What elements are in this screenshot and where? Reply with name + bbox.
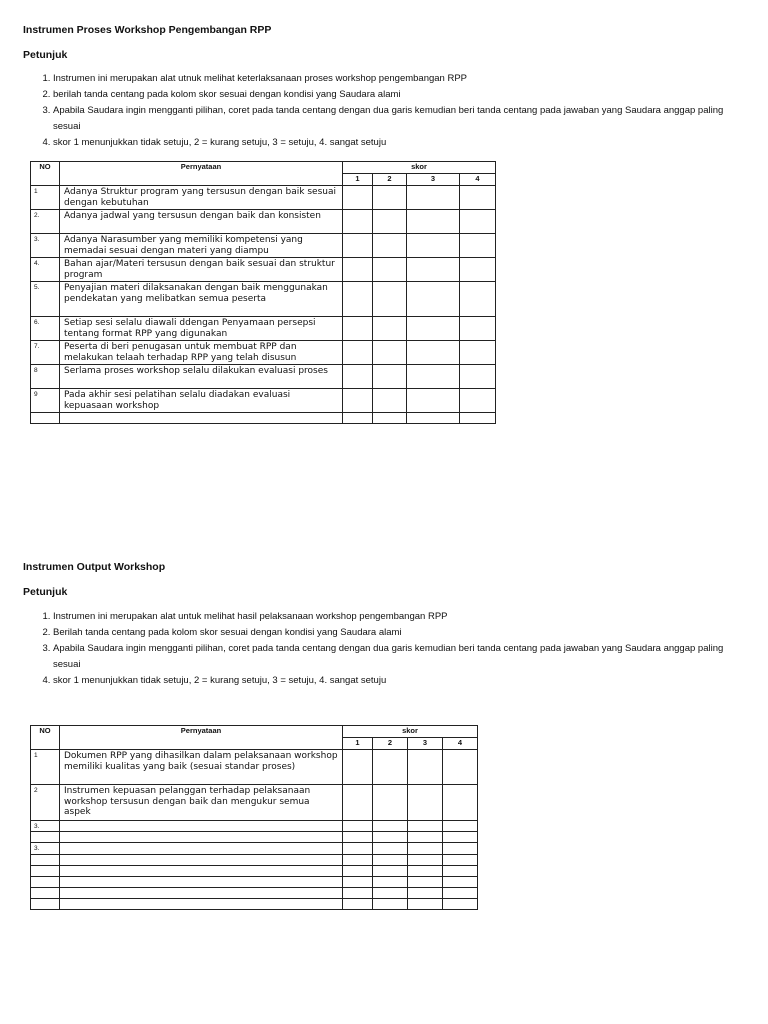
row-number: 1 bbox=[31, 186, 60, 210]
score-cell-4[interactable] bbox=[460, 317, 496, 341]
score-cell-1[interactable] bbox=[343, 413, 373, 424]
score-cell-4[interactable] bbox=[443, 855, 478, 866]
score-cell-2[interactable] bbox=[373, 888, 408, 899]
table-row bbox=[31, 186, 496, 210]
score-col-header: 2 bbox=[373, 738, 408, 750]
instruction-item: 4. skor 1 menunjukkan tidak setuju, 2 = kurang setuju, 3 = setuju, 4. sangat setuju bbox=[53, 673, 753, 689]
header-statement: Pernyataan bbox=[60, 726, 343, 750]
statement-cell bbox=[60, 413, 343, 424]
table-row bbox=[31, 210, 496, 234]
row-number bbox=[31, 855, 60, 866]
score-cell-4[interactable] bbox=[443, 843, 478, 855]
score-cell-3[interactable] bbox=[407, 389, 460, 413]
score-cell-4[interactable] bbox=[460, 365, 496, 389]
score-cell-1[interactable] bbox=[343, 389, 373, 413]
score-cell-1[interactable] bbox=[343, 750, 373, 785]
score-cell-3[interactable] bbox=[407, 317, 460, 341]
score-cell-3[interactable] bbox=[407, 210, 460, 234]
score-cell-4[interactable] bbox=[443, 750, 478, 785]
score-cell-4[interactable] bbox=[460, 413, 496, 424]
row-number: 8 bbox=[31, 365, 60, 389]
score-col-header: 3 bbox=[407, 174, 460, 186]
score-cell-3[interactable] bbox=[407, 258, 460, 282]
table-row bbox=[31, 866, 478, 877]
score-cell-4[interactable] bbox=[443, 866, 478, 877]
table-row bbox=[31, 413, 496, 424]
score-cell-1[interactable] bbox=[343, 341, 373, 365]
score-cell-1[interactable] bbox=[343, 832, 373, 843]
score-cell-2[interactable] bbox=[373, 341, 407, 365]
row-number: 2. bbox=[31, 210, 60, 234]
row-number: 3. bbox=[31, 843, 60, 855]
row-number: 3. bbox=[31, 234, 60, 258]
statement-cell: Adanya Narasumber yang memiliki kompetensi yang memadai sesuai dengan materi yang diampu bbox=[60, 234, 343, 258]
score-cell-1[interactable] bbox=[343, 899, 373, 910]
row-number bbox=[31, 413, 60, 424]
score-cell-3[interactable] bbox=[408, 843, 443, 855]
table-row bbox=[31, 832, 478, 843]
score-cell-3[interactable] bbox=[408, 877, 443, 888]
statement-cell bbox=[60, 843, 343, 855]
score-cell-3[interactable] bbox=[407, 413, 460, 424]
table-row bbox=[31, 389, 496, 413]
score-cell-1[interactable] bbox=[343, 282, 373, 317]
header-statement: Pernyataan bbox=[60, 162, 343, 186]
statement-cell bbox=[60, 821, 343, 832]
score-cell-1[interactable] bbox=[343, 877, 373, 888]
score-cell-3[interactable] bbox=[408, 888, 443, 899]
score-cell-3[interactable] bbox=[408, 750, 443, 785]
score-cell-2[interactable] bbox=[373, 750, 408, 785]
score-cell-1[interactable] bbox=[343, 866, 373, 877]
statement-cell: Pada akhir sesi pelatihan selalu diadakan evaluasi kepuasaan workshop bbox=[60, 389, 343, 413]
score-cell-2[interactable] bbox=[373, 365, 407, 389]
section-title: Instrumen Output Workshop bbox=[23, 561, 166, 573]
score-cell-4[interactable] bbox=[460, 258, 496, 282]
score-cell-4[interactable] bbox=[443, 877, 478, 888]
score-col-header: 4 bbox=[443, 738, 478, 750]
score-cell-2[interactable] bbox=[373, 866, 408, 877]
table-row bbox=[31, 821, 478, 832]
statement-cell bbox=[60, 888, 343, 899]
statement-cell: Serlama proses workshop selalu dilakukan evaluasi proses bbox=[60, 365, 343, 389]
header-score: skor bbox=[343, 726, 478, 738]
row-number: 9 bbox=[31, 389, 60, 413]
statement-cell bbox=[60, 877, 343, 888]
row-number bbox=[31, 899, 60, 910]
score-cell-3[interactable] bbox=[407, 341, 460, 365]
score-cell-2[interactable] bbox=[373, 258, 407, 282]
score-cell-1[interactable] bbox=[343, 234, 373, 258]
score-cell-1[interactable] bbox=[343, 855, 373, 866]
score-cell-4[interactable] bbox=[443, 832, 478, 843]
table-row bbox=[31, 282, 496, 317]
score-cell-3[interactable] bbox=[408, 785, 443, 821]
table-row bbox=[31, 317, 496, 341]
table-row bbox=[31, 341, 496, 365]
row-number: 7. bbox=[31, 341, 60, 365]
score-cell-3[interactable] bbox=[407, 365, 460, 389]
table-row bbox=[31, 877, 478, 888]
score-cell-4[interactable] bbox=[460, 234, 496, 258]
row-number bbox=[31, 877, 60, 888]
statement-cell: Bahan ajar/Materi tersusun dengan baik sesuai dan struktur program bbox=[60, 258, 343, 282]
row-number: 2 bbox=[31, 785, 60, 821]
section-title: Instrumen Proses Workshop Pengembangan RPP bbox=[23, 24, 272, 36]
instruction-item: 2. Berilah tanda centang pada kolom skor sesuai dengan kondisi yang Saudara alami bbox=[53, 625, 753, 641]
score-cell-4[interactable] bbox=[460, 186, 496, 210]
score-cell-2[interactable] bbox=[373, 186, 407, 210]
table-row bbox=[31, 855, 478, 866]
table-row bbox=[31, 899, 478, 910]
process-score-table bbox=[30, 161, 496, 424]
score-cell-4[interactable] bbox=[460, 210, 496, 234]
score-cell-3[interactable] bbox=[407, 282, 460, 317]
statement-cell: Instrumen kepuasan pelanggan terhadap pelaksanaan workshop tersusun dengan baik dan mengukur semua aspek bbox=[60, 785, 343, 821]
statement-cell: Dokumen RPP yang dihasilkan dalam pelaksanaan workshop memiliki kualitas yang baik (sesuai standar proses) bbox=[60, 750, 343, 785]
statement-cell: Penyajian materi dilaksanakan dengan baik menggunakan pendekatan yang melibatkan semua peserta bbox=[60, 282, 343, 317]
score-col-header: 4 bbox=[460, 174, 496, 186]
score-cell-2[interactable] bbox=[373, 832, 408, 843]
table-row bbox=[31, 365, 496, 389]
score-col-header: 1 bbox=[343, 174, 373, 186]
statement-cell: Adanya Struktur program yang tersusun dengan baik sesuai dengan kebutuhan bbox=[60, 186, 343, 210]
instruction-item: 3. Apabila Saudara ingin mengganti pilihan, coret pada tanda centang dengan dua garis kemudian beri tanda centang pada jawaban yang Saudara anggap paling sesuai bbox=[53, 103, 753, 135]
score-col-header: 3 bbox=[408, 738, 443, 750]
instruction-item: 1. Instrumen ini merupakan alat utnuk melihat keterlaksanaan proses workshop pengembangan RPP bbox=[53, 71, 753, 87]
statement-cell bbox=[60, 855, 343, 866]
score-cell-2[interactable] bbox=[373, 843, 408, 855]
score-cell-2[interactable] bbox=[373, 855, 408, 866]
row-number: 3. bbox=[31, 821, 60, 832]
score-cell-1[interactable] bbox=[343, 843, 373, 855]
instruction-list bbox=[36, 609, 753, 689]
instructions-heading: Petunjuk bbox=[23, 49, 68, 61]
row-number bbox=[31, 888, 60, 899]
score-cell-3[interactable] bbox=[408, 866, 443, 877]
score-cell-2[interactable] bbox=[373, 413, 407, 424]
row-number: 4. bbox=[31, 258, 60, 282]
score-cell-4[interactable] bbox=[443, 785, 478, 821]
score-cell-2[interactable] bbox=[373, 785, 408, 821]
table-row bbox=[31, 785, 478, 821]
score-cell-2[interactable] bbox=[373, 899, 408, 910]
score-cell-4[interactable] bbox=[443, 888, 478, 899]
score-cell-4[interactable] bbox=[460, 282, 496, 317]
score-cell-4[interactable] bbox=[460, 341, 496, 365]
output-score-table bbox=[30, 725, 478, 910]
table-row bbox=[31, 234, 496, 258]
score-cell-3[interactable] bbox=[407, 186, 460, 210]
row-number: 6. bbox=[31, 317, 60, 341]
instruction-item: 3. Apabila Saudara ingin mengganti pilihan, coret pada tanda centang dengan dua garis kemudian beri tanda centang pada jawaban yang Saudara anggap paling sesuai bbox=[53, 641, 753, 673]
score-col-header: 1 bbox=[343, 738, 373, 750]
score-cell-4[interactable] bbox=[443, 899, 478, 910]
score-cell-2[interactable] bbox=[373, 877, 408, 888]
header-no: NO bbox=[31, 726, 60, 750]
score-cell-1[interactable] bbox=[343, 365, 373, 389]
statement-cell: Peserta di beri penugasan untuk membuat RPP dan melakukan telaah terhadap RPP yang telah disusun bbox=[60, 341, 343, 365]
score-cell-2[interactable] bbox=[373, 282, 407, 317]
table-row bbox=[31, 258, 496, 282]
score-cell-3[interactable] bbox=[408, 855, 443, 866]
score-cell-3[interactable] bbox=[408, 821, 443, 832]
score-cell-1[interactable] bbox=[343, 785, 373, 821]
score-cell-1[interactable] bbox=[343, 888, 373, 899]
statement-cell: Adanya jadwal yang tersusun dengan baik dan konsisten bbox=[60, 210, 343, 234]
score-cell-2[interactable] bbox=[373, 234, 407, 258]
row-number: 1 bbox=[31, 750, 60, 785]
statement-cell bbox=[60, 866, 343, 877]
statement-cell bbox=[60, 832, 343, 843]
row-number bbox=[31, 866, 60, 877]
statement-cell bbox=[60, 899, 343, 910]
header-score: skor bbox=[343, 162, 496, 174]
score-cell-2[interactable] bbox=[373, 317, 407, 341]
table-row bbox=[31, 843, 478, 855]
score-cell-1[interactable] bbox=[343, 210, 373, 234]
instruction-item: 1. Instrumen ini merupakan alat untuk melihat hasil pelaksanaan workshop pengembangan RPP bbox=[53, 609, 753, 625]
score-cell-1[interactable] bbox=[343, 258, 373, 282]
score-cell-1[interactable] bbox=[343, 317, 373, 341]
instruction-item: 4. skor 1 menunjukkan tidak setuju, 2 = kurang setuju, 3 = setuju, 4. sangat setuju bbox=[53, 135, 753, 151]
statement-cell: Setiap sesi selalu diawali ddengan Penyamaan persepsi tentang format RPP yang digunakan bbox=[60, 317, 343, 341]
table-row bbox=[31, 750, 478, 785]
score-cell-4[interactable] bbox=[443, 821, 478, 832]
score-cell-4[interactable] bbox=[460, 389, 496, 413]
instruction-item: 2. berilah tanda centang pada kolom skor sesuai dengan kondisi yang Saudara alami bbox=[53, 87, 753, 103]
table-row bbox=[31, 888, 478, 899]
score-cell-2[interactable] bbox=[373, 389, 407, 413]
score-cell-1[interactable] bbox=[343, 186, 373, 210]
row-number: 5. bbox=[31, 282, 60, 317]
score-cell-3[interactable] bbox=[408, 832, 443, 843]
score-cell-1[interactable] bbox=[343, 821, 373, 832]
header-no: NO bbox=[31, 162, 60, 186]
score-cell-2[interactable] bbox=[373, 821, 408, 832]
score-col-header: 2 bbox=[373, 174, 407, 186]
instructions-heading: Petunjuk bbox=[23, 586, 68, 598]
score-cell-2[interactable] bbox=[373, 210, 407, 234]
score-cell-3[interactable] bbox=[407, 234, 460, 258]
instruction-list bbox=[36, 71, 753, 151]
score-cell-3[interactable] bbox=[408, 899, 443, 910]
row-number bbox=[31, 832, 60, 843]
